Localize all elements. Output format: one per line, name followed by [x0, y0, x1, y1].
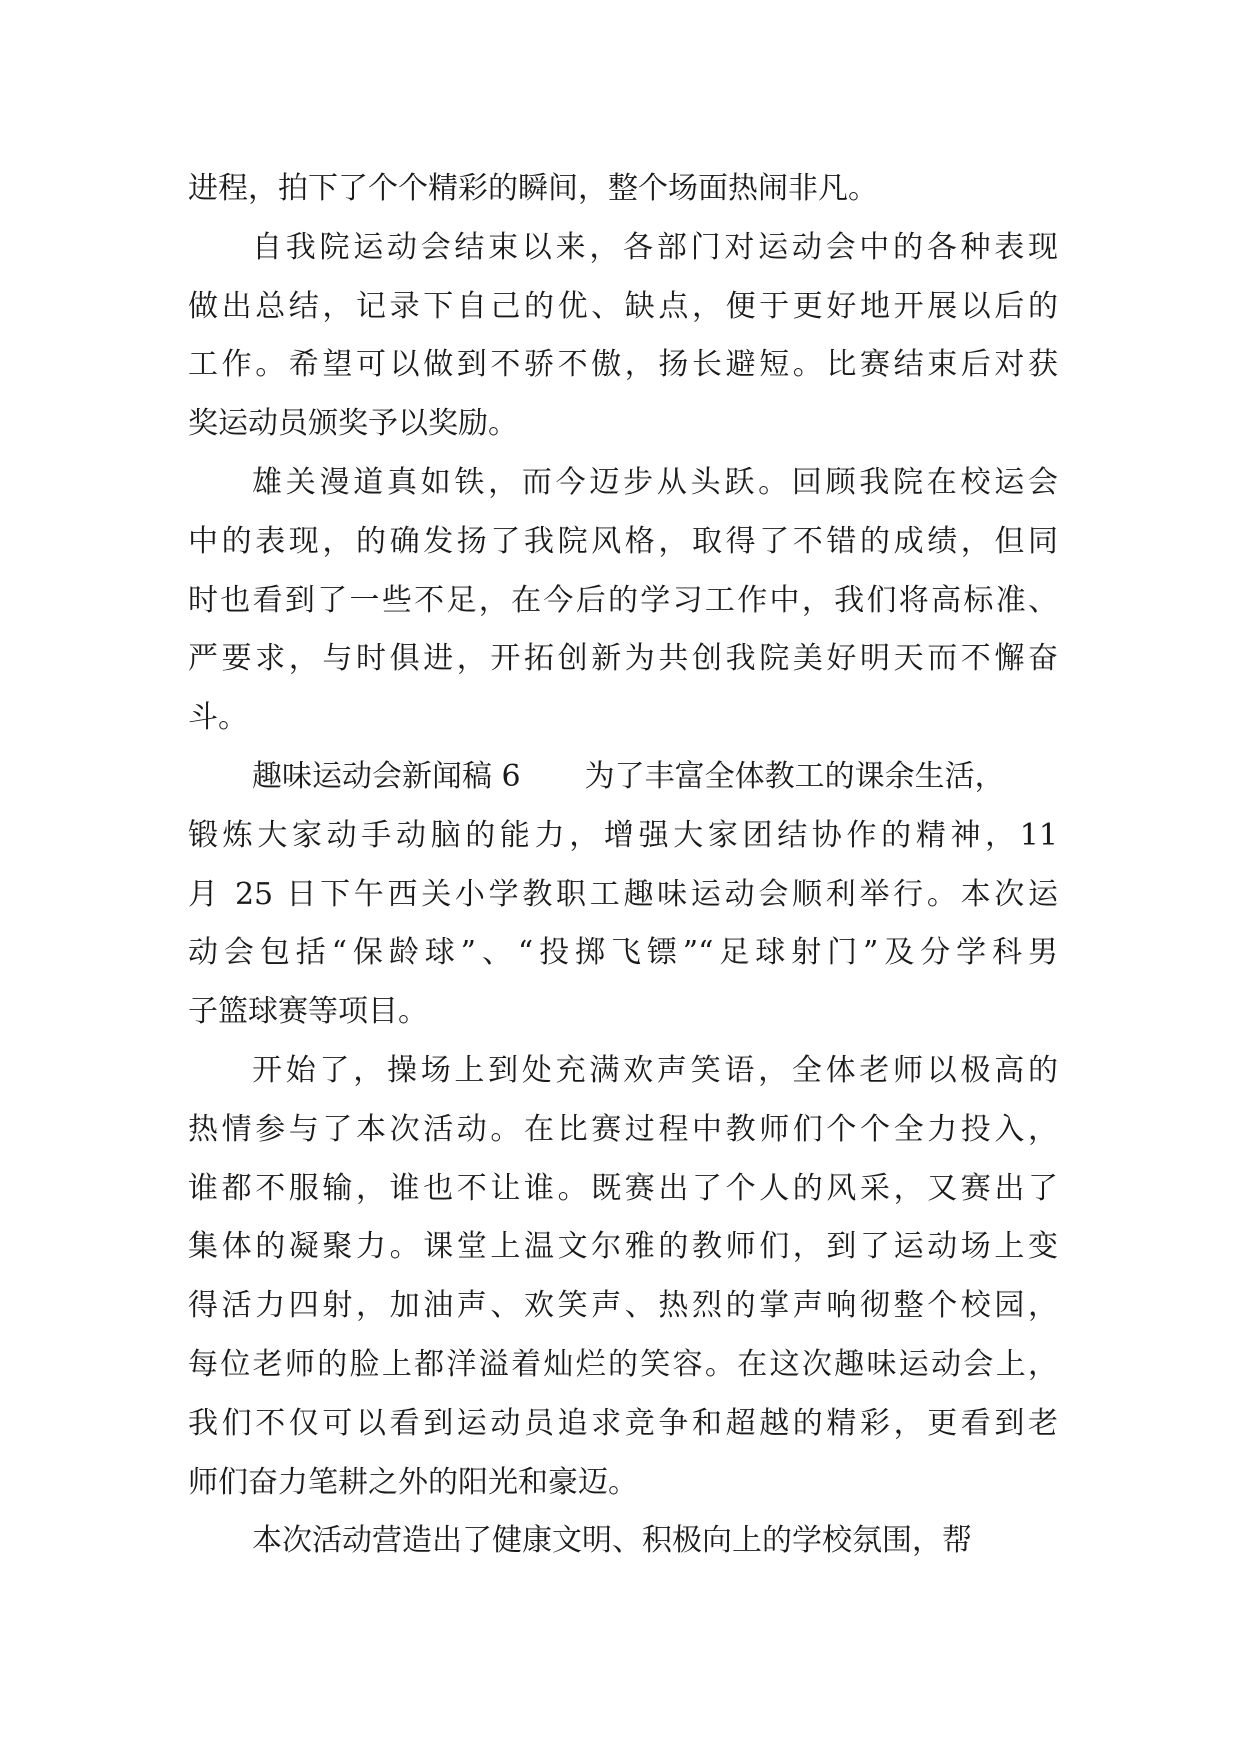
article-title: 趣味运动会新闻稿 6	[252, 758, 521, 794]
paragraph-line: 开始了，操场上到处充满欢声笑语，全体老师以极高的	[252, 1052, 1058, 1088]
paragraph-line: 谁都不服输，谁也不让谁。既赛出了个人的风采，又赛出了	[188, 1170, 1058, 1206]
paragraph-line: 雄关漫道真如铁，而今迈步从头跃。回顾我院在校运会	[252, 464, 1058, 500]
paragraph-line: 我们不仅可以看到运动员追求竞争和超越的精彩，更看到老	[188, 1405, 1058, 1441]
body-text	[188, 160, 1058, 1571]
paragraph-line: 锻炼大家动手动脑的能力，增强大家团结协作的精神，11	[188, 817, 1058, 853]
paragraph-line: 自我院运动会结束以来，各部门对运动会中的各种表现	[252, 229, 1058, 265]
paragraph-line: 本次活动营造出了健康文明、积极向上的学校氛围，帮	[252, 1523, 972, 1559]
paragraph-line: 每位老师的脸上都洋溢着灿烂的笑容。在这次趣味运动会上，	[188, 1346, 1058, 1382]
paragraph-line: 师们奋力笔耕之外的阳光和豪迈。	[188, 1464, 638, 1500]
paragraph-line: 严要求，与时俱进，开拓创新为共创我院美好明天而不懈奋	[188, 641, 1058, 677]
paragraph-line: 做出总结，记录下自己的优、缺点，便于更好地开展以后的	[188, 288, 1058, 324]
paragraph-line: 时也看到了一些不足，在今后的学习工作中，我们将高标准、	[188, 582, 1058, 618]
paragraph-line: 月 25 日下午西关小学教职工趣味运动会顺利举行。本次运	[188, 876, 1058, 912]
paragraph-line: 进程，拍下了个个精彩的瞬间，整个场面热闹非凡。	[188, 171, 878, 206]
paragraph-line: 为了丰富全体教工的课余生活，	[584, 758, 1005, 794]
paragraph-line: 得活力四射，加油声、欢笑声、热烈的掌声响彻整个校园，	[188, 1288, 1058, 1324]
paragraph-line: 动会包括“保龄球”、“投掷飞镖”“足球射门”及分学科男	[188, 935, 1058, 971]
paragraph-line: 热情参与了本次活动。在比赛过程中教师们个个全力投入，	[188, 1111, 1058, 1147]
article-heading-line	[188, 748, 1058, 807]
paragraph-line: 奖运动员颁奖予以奖励。	[188, 406, 518, 442]
paragraph-line: 子篮球赛等项目。	[188, 994, 428, 1030]
paragraph-line: 斗。	[188, 700, 248, 736]
paragraph-line: 中的表现，的确发扬了我院风格，取得了不错的成绩，但同	[188, 523, 1058, 559]
paragraph-line: 集体的凝聚力。课堂上温文尔雅的教师们，到了运动场上变	[188, 1229, 1058, 1265]
paragraph-line: 工作。希望可以做到不骄不傲，扬长避短。比赛结束后对获	[188, 347, 1058, 383]
